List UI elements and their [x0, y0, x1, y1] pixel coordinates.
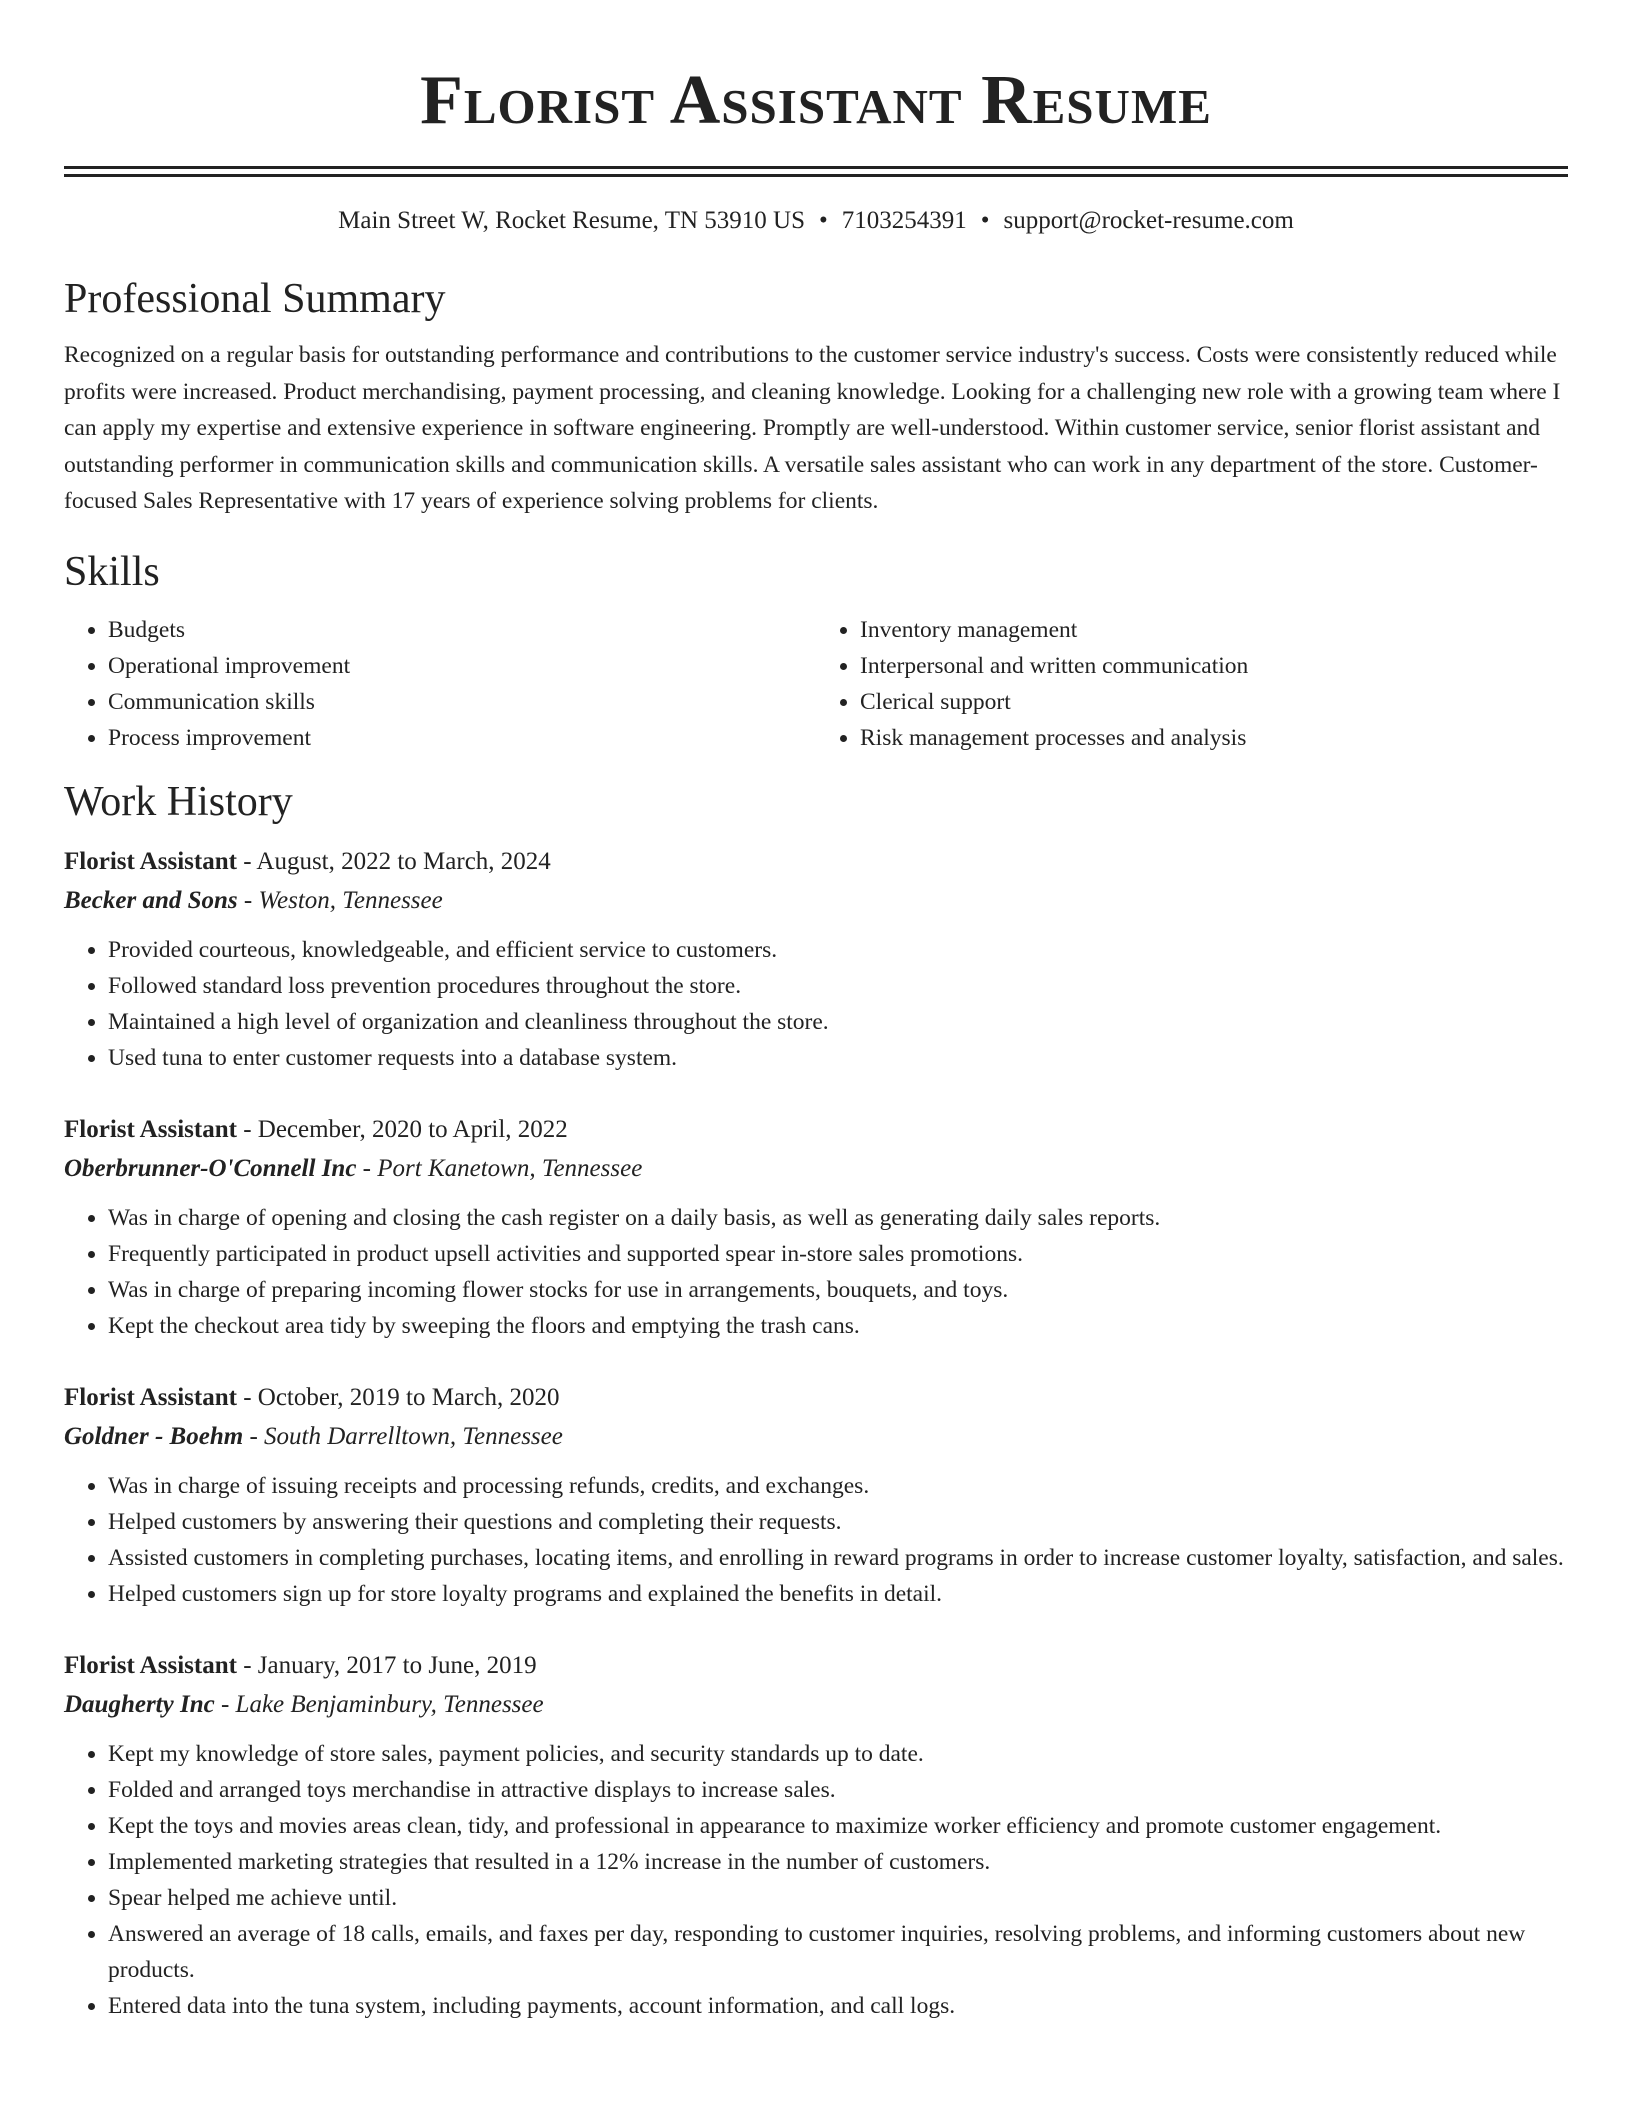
resume-title: Florist Assistant Resume [420, 62, 1212, 139]
job-title: Florist Assistant [64, 1115, 237, 1143]
job-dates: - October, 2019 to March, 2020 [236, 1383, 560, 1411]
job-title-line [64, 1110, 1568, 1150]
job-bullet: • Kept the toys and movies areas clean, tidy, and professional in appearance to maximize worker efficiency and promote customer engagement. [108, 1808, 1568, 1844]
job-bullet: • Maintained a high level of organization and cleanliness throughout the store. [108, 1004, 1568, 1040]
company-line [64, 1418, 1568, 1456]
job-entry [64, 1378, 1568, 1612]
job-bullet: • Provided courteous, knowledgeable, and efficient service to customers. [108, 932, 1568, 968]
skill-item: • Budgets [108, 612, 816, 648]
job-bullet: • Kept the checkout area tidy by sweeping the floors and emptying the trash cans. [108, 1308, 1568, 1344]
company-line [64, 1686, 1568, 1724]
summary-heading: Professional Summary [64, 276, 446, 322]
skill-item: • Clerical support [860, 684, 1568, 720]
skill-item: • Inventory management [860, 612, 1568, 648]
job-bullet: • Entered data into the tuna system, including payments, account information, and call logs. [108, 1988, 1568, 2024]
skills-list-right [816, 612, 1568, 756]
skill-item: • Operational improvement [108, 648, 816, 684]
skill-item: • Process improvement [108, 720, 816, 756]
job-title-line [64, 842, 1568, 882]
job-title: Florist Assistant [64, 1383, 237, 1411]
company-location: - Port Kanetown, Tennessee [356, 1154, 643, 1182]
job-bullet: • Used tuna to enter customer requests into a database system. [108, 1040, 1568, 1076]
job-title-line [64, 1378, 1568, 1418]
job-bullet: • Was in charge of preparing incoming flower stocks for use in arrangements, bouquets, and toys. [108, 1272, 1568, 1308]
contact-email: support@rocket-resume.com [1003, 207, 1294, 234]
job-bullets [64, 1736, 1568, 2024]
company-name: Goldner - Boehm [64, 1422, 244, 1450]
job-bullets [64, 1468, 1568, 1612]
summary-text: Recognized on a regular basis for outstanding performance and contributions to the customer service industry's success. Costs were consistently reduced while profits were increased. Product merchandising, payment processing, and cleaning knowledge. Looking for a challenging new role with a growing team where I can apply my expertise and extensive experience in software engineering. Promptly are well-understood. Within customer service, senior florist assistant and outstanding performer in communication skills and communication skills. A versatile sales assistant who can work in any department of the store. Customer-focused Sales Representative with 17 years of experience solving problems for clients. [64, 342, 1561, 514]
job-bullet: • Spear helped me achieve until. [108, 1880, 1568, 1916]
work-section [64, 776, 1568, 2024]
contact-line [64, 205, 1568, 237]
job-bullet: • Kept my knowledge of store sales, payment policies, and security standards up to date. [108, 1736, 1568, 1772]
company-location: - Weston, Tennessee [237, 886, 443, 914]
skill-item: • Risk management processes and analysis [860, 720, 1568, 756]
skill-item: • Interpersonal and written communication [860, 648, 1568, 684]
company-location: - South Darrelltown, Tennessee [243, 1422, 563, 1450]
job-bullet: • Frequently participated in product upsell activities and supported spear in-store sales promotions. [108, 1236, 1568, 1272]
company-name: Becker and Sons [64, 886, 238, 914]
skills-heading: Skills [64, 548, 160, 595]
contact-separator: • [819, 207, 828, 234]
job-title: Florist Assistant [64, 1651, 237, 1679]
title-divider [64, 166, 1568, 177]
company-location: - Lake Benjaminbury, Tennessee [214, 1690, 544, 1718]
skills-section [64, 546, 1568, 756]
job-dates: - December, 2020 to April, 2022 [236, 1115, 568, 1143]
job-entry [64, 1110, 1568, 1344]
company-line [64, 882, 1568, 920]
company-name: Daugherty Inc [64, 1690, 215, 1718]
job-bullet: • Was in charge of opening and closing the cash register on a daily basis, as well as generating daily sales reports. [108, 1200, 1568, 1236]
summary-section [64, 273, 1568, 520]
contact-phone: 7103254391 [841, 207, 967, 234]
skills-columns [64, 612, 1568, 756]
job-bullet: • Helped customers sign up for store loyalty programs and explained the benefits in detail. [108, 1576, 1568, 1612]
job-entry [64, 1646, 1568, 2024]
job-bullet: • Answered an average of 18 calls, emails, and faxes per day, responding to customer inquiries, resolving problems, and informing customers about new products. [108, 1916, 1568, 1988]
job-bullet: • Assisted customers in completing purchases, locating items, and enrolling in reward programs in order to increase customer loyalty, satisfaction, and sales. [108, 1540, 1568, 1576]
contact-separator: • [980, 207, 990, 234]
job-entry [64, 842, 1568, 1076]
job-bullet: • Folded and arranged toys merchandise in attractive displays to increase sales. [108, 1772, 1568, 1808]
job-dates: - August, 2022 to March, 2024 [236, 847, 551, 875]
skill-item: • Communication skills [108, 684, 816, 720]
job-title: Florist Assistant [64, 847, 237, 875]
job-bullet: • Was in charge of issuing receipts and processing refunds, credits, and exchanges. [108, 1468, 1568, 1504]
company-line [64, 1150, 1568, 1188]
company-name: Oberbrunner-O'Connell Inc [64, 1154, 357, 1182]
job-bullets [64, 932, 1568, 1076]
job-bullets [64, 1200, 1568, 1344]
skills-list-left [64, 612, 816, 756]
work-heading: Work History [64, 778, 293, 825]
job-dates: - January, 2017 to June, 2019 [236, 1651, 537, 1679]
job-bullet: • Helped customers by answering their questions and completing their requests. [108, 1504, 1568, 1540]
contact-address: Main Street W, Rocket Resume, TN 53910 US [338, 207, 806, 234]
job-bullet: • Followed standard loss prevention procedures throughout the store. [108, 968, 1568, 1004]
job-bullet: • Implemented marketing strategies that resulted in a 12% increase in the number of customers. [108, 1844, 1568, 1880]
job-title-line [64, 1646, 1568, 1686]
